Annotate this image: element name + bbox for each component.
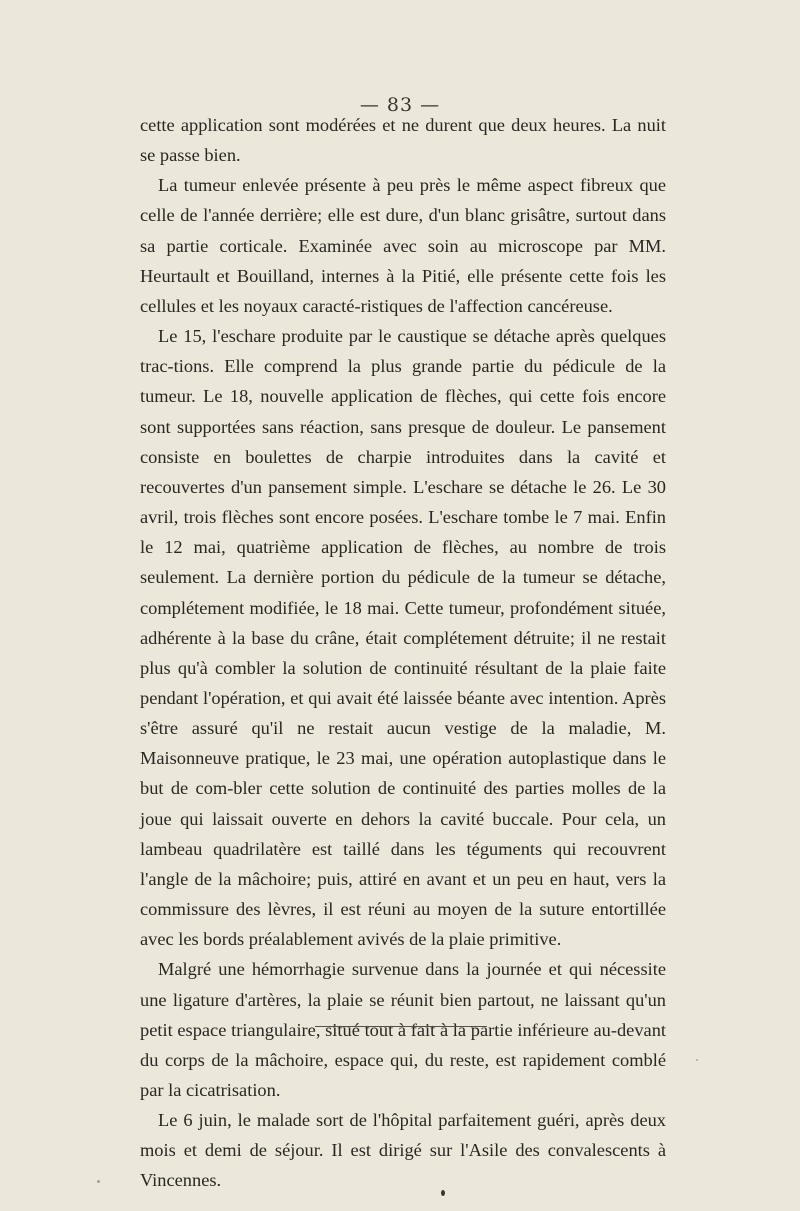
print-speck [441, 1190, 445, 1196]
paragraph-5: Le 6 juin, le malade sort de l'hôpital parfaitement guéri, après deux mois et demi de séjour. Il est dirigé sur l'Asile des convalescents à Vincennes. [140, 1110, 666, 1191]
print-speck [696, 1059, 698, 1061]
paragraph-2: La tumeur enlevée présente à peu près le même aspect fibreux que celle de l'année derrière; elle est dure, d'un blanc grisâtre, surtout dans sa partie corticale. Examinée avec soin au microscope par MM. Heurtault et Bouilland, internes à la Pitié, elle présente cette fois les cellules et les noyaux caracté-ristiques de l'affection cancéreuse. [140, 175, 666, 316]
print-speck [97, 1180, 100, 1183]
body-text [140, 110, 666, 1196]
paragraph-4: Malgré une hémorrhagie survenue dans la journée et qui nécessite une ligature d'artères, la plaie se réunit bien partout, ne laissant qu'un petit espace triangulaire, situé tout à fait à la partie inférieure au-devant du corps de la mâchoire, espace qui, du reste, est rapidement comblé par la cicatrisation. [140, 959, 666, 1100]
paragraph-1: cette application sont modérées et ne durent que deux heures. La nuit se passe bien. [140, 115, 666, 166]
page-number: — 83 — [359, 94, 441, 116]
paragraph-3: Le 15, l'eschare produite par le caustique se détache après quelques trac-tions. Elle comprend la plus grande partie du pédicule de la tumeur. Le 18, nouvelle application de flèches, qui cette fois encore sont supportées sans réaction, sans presque de douleur. Le pansement consiste en boulettes de charpie introduites dans la cavité et recouvertes d'un pansement simple. L'eschare se détache le 26. Le 30 avril, trois flèches sont encore posées. L'eschare tombe le 7 mai. Enfin le 12 mai, quatrième application de flèches, au nombre de trois seulement. La dernière portion du pédicule de la tumeur se détache, complétement modifiée, le 18 mai. Cette tumeur, profondément située, adhérente à la base du crâne, était complétement détruite; il ne restait plus qu'à combler la solution de continuité résultant de la plaie faite pendant l'opération, et qui avait été laissée béante avec intention. Après s'être assuré qu'il ne restait aucun vestige de la maladie, M. Maisonneuve pratique, le 23 mai, une opération autoplastique dans le but de com-bler cette solution de continuité des parties molles de la joue qui laissait ouverte en dehors la cavité buccale. Pour cela, un lambeau quadrilatère est taillé dans les téguments qui recouvrent l'angle de la mâchoire; puis, attiré en avant et un peu en haut, vers la commissure des lèvres, il est réuni au moyen de la suture entortillée avec les bords préalablement avivés de la plaie primitive. [140, 326, 666, 950]
section-divider [315, 1026, 487, 1027]
